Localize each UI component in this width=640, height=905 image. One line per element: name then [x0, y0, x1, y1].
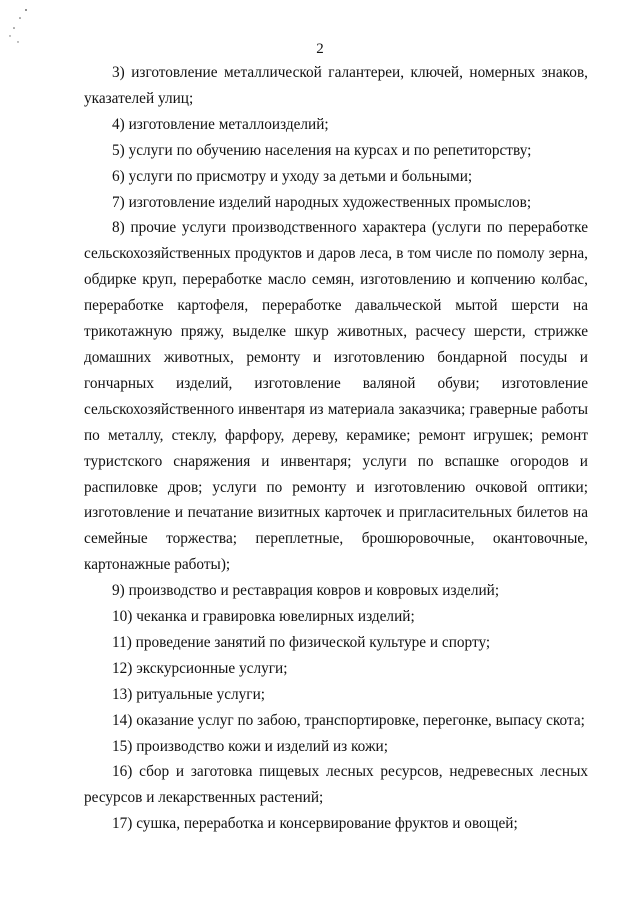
list-item: 6) услуги по присмотру и уходу за детьми и больными; [112, 167, 473, 185]
list-item: 12) экскурсионные услуги; [112, 659, 288, 677]
list-item: 3) изготовление металлической галантереи, ключей, номерных знаков, указателей улиц; [84, 64, 588, 107]
list-item: 13) ритуальные услуги; [112, 685, 266, 703]
page-number: 2 [316, 41, 324, 57]
list-item: 15) производство кожи и изделий из кожи; [112, 737, 388, 755]
list-item: 9) производство и реставрация ковров и ковровых изделий; [112, 582, 500, 600]
list-item: 7) изготовление изделий народных художественных промыслов; [112, 193, 532, 211]
list-item: 17) сушка, переработка и консервирование фруктов и овощей; [112, 815, 518, 833]
list-item: 14) оказание услуг по забою, транспортировке, перегонке, выпасу скота; [112, 711, 585, 729]
list-item: 5) услуги по обучению населения на курсах и по репетиторству; [112, 141, 532, 159]
list-item: 11) проведение занятий по физической культуре и спорту; [112, 633, 491, 651]
document-body [84, 60, 588, 837]
list-item: 10) чеканка и гравировка ювелирных изделий; [112, 608, 415, 626]
list-item: 8) прочие услуги производственного характера (услуги по переработке сельскохозяйственных продуктов и даров леса, в том числе по помолу зерна, обдирке круп, переработке масло семян, изготовлению и копчению колбас, переработке картофеля, переработке давальческой мытой шерсти на трикотажную пряжу, выделке шкур животных, расчесу шерсти, стрижке домашних животных, ремонту и изготовлению бондарной посуды и гончарных изделий, изготовление валяной обуви; изготовление сельскохозяйственного инвентаря из материала заказчика; граверные работы по металлу, стеклу, фарфору, дереву, керамике; ремонт игрушек; ремонт туристского снаряжения и инвентаря; услуги по вспашке огородов и распиловке дров; услуги по ремонту и изготовлению очковой оптики; изготовление и печатание визитных карточек и пригласительных билетов на семейные торжества; переплетные, брошюровочные, окантовочные, картонажные работы); [84, 219, 588, 574]
list-item: 16) сбор и заготовка пищевых лесных ресурсов, недревесных лесных ресурсов и лекарственных растений; [84, 763, 588, 807]
list-item: 4) изготовление металлоизделий; [112, 115, 329, 133]
